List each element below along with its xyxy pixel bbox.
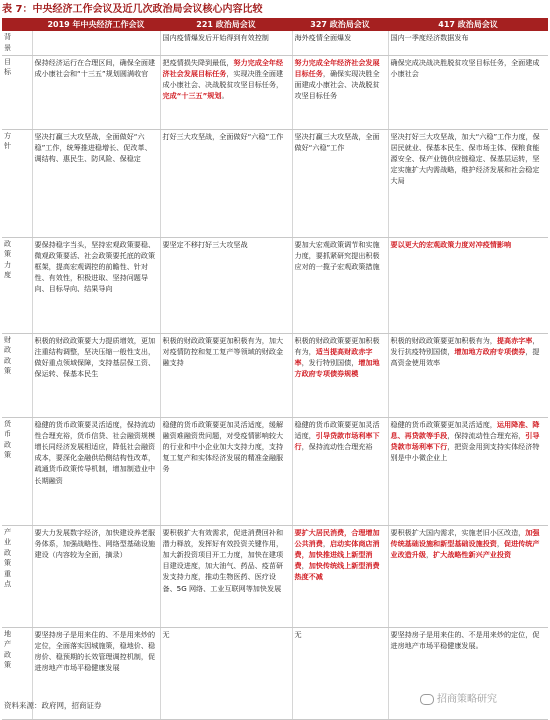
highlight-text: 引导贷款市场利率下行 <box>390 430 540 451</box>
table-row <box>2 31 548 55</box>
highlight-text: 运用降准、降息、再贷款等手段 <box>390 419 540 440</box>
cell-text: ，保持流动性合理充裕， <box>447 430 526 440</box>
cell-politburo-327 <box>292 129 388 237</box>
highlight-text: 增加地方政府专项债券 <box>454 346 526 356</box>
header-politburo-417: 417 政治局会议 <box>388 18 548 31</box>
row-category <box>2 129 32 237</box>
highlight-text: 促进传统产业改造升级 <box>390 538 540 559</box>
cell-politburo-327 <box>292 237 388 333</box>
cell-politburo-221 <box>160 31 292 55</box>
highlight-text: 要扩大居民消费，合理增加公共消费 <box>294 527 380 548</box>
header-politburo-327: 327 政治局会议 <box>292 18 388 31</box>
highlight-text: 努力完成全年经济社会发展目标任务 <box>162 57 284 78</box>
cell-text: 坚决打好三大攻坚战，加大“六稳”工作力度，保居民就业、保基本民生、保市场主体、保粮食能源安全、保产业链供应链稳定、保基层运转，坚定实施扩大内需战略，维护经济发展和社会稳定大局 <box>390 131 540 186</box>
cell-text: 把疫情损失降到最低， <box>162 57 234 67</box>
cell-text: 要坚持房子是用来住的、不是用来炒的定位，促进房地产市场平稳健康发展。 <box>390 629 540 650</box>
cell-politburo-327 <box>292 55 388 129</box>
row-category-label: 政策力度 <box>4 238 12 279</box>
cell-text: 无 <box>294 629 302 639</box>
cell-politburo-327 <box>292 525 388 627</box>
cell-politburo-417 <box>388 31 548 55</box>
wechat-icon <box>420 694 434 705</box>
comparison-table <box>2 18 548 720</box>
cell-text: ，实现决胜全面建成小康社会、决战脱贫攻坚目标任务， <box>162 68 284 89</box>
table-row <box>2 129 548 237</box>
cell-text: 要大力发展数字经济，加快建设养老服务体系，加强战略性、网络型基础设施建设（内容较为全面，摘录） <box>34 527 156 559</box>
table-row <box>2 417 548 525</box>
cell-cewc-2019 <box>32 55 160 129</box>
cell-politburo-221 <box>160 627 292 719</box>
cell-text: ，提高资金使用效率 <box>390 346 540 367</box>
table-row <box>2 525 548 627</box>
cell-politburo-221 <box>160 333 292 417</box>
cell-text: 要保持稳字当头，坚持宏观政策要稳、微观政策要活、社会政策要托底的政策框架，提高宏观调控的前瞻性、针对性、有效性，积极进取、坚持问题导向、目标导向、结果导向 <box>34 239 156 294</box>
cell-text: 要积极扩大有效需求，促进消费回补和潜力释放，发挥好有效投资关键作用，加大新投资项目开工力度，加快在建项目建设进度，加大油气、药品、疫苗研发支持力度，推动生物医药、医疗设备、5G 网络、工业互联网等加快发展 <box>162 527 284 593</box>
cell-politburo-417 <box>388 417 548 525</box>
cell-text: 稳健的货币政策要更加灵活适度， <box>390 419 497 429</box>
row-category-label: 背景 <box>4 32 12 52</box>
cell-text: 积极的财政政策要大力提质增效，更加注重结构调整，坚决压缩一般性支出，做好重点领域保障，支持基层保工资、保运转、保基本民生 <box>34 335 156 379</box>
highlight-text: 完成“十三五”规划 <box>162 91 222 101</box>
watermark-text: 招商策略研究 <box>437 694 497 705</box>
highlight-text: 启动实体商店消费，加快推进线上新型消费 <box>294 538 380 571</box>
cell-politburo-221 <box>160 237 292 333</box>
cell-politburo-417 <box>388 333 548 417</box>
cell-text: 要积极扩大国内需求，实施老旧小区改造， <box>390 527 526 537</box>
table-row <box>2 55 548 129</box>
row-category-label: 财政政策 <box>4 334 12 375</box>
row-category <box>2 333 32 417</box>
header-politburo-221: 221 政治局会议 <box>160 18 292 31</box>
cell-politburo-417 <box>388 237 548 333</box>
highlight-text: 加强传统基础设施和新型基础设施投资 <box>390 527 540 548</box>
cell-text: ， <box>425 549 434 559</box>
table-row <box>2 333 548 417</box>
table-body <box>2 31 548 719</box>
cell-text: ，保持流动性合理充裕 <box>301 441 373 451</box>
table-title: 表 7：中央经济工作会议及近几次政治局会议核心内容比较 <box>2 4 263 15</box>
cell-text: 稳健的货币政策要灵活适度，保持流动性合理充裕，货币信贷、社会融资规模增长同经济发展相适应，降低社会融资成本，要深化金融供给侧结构性改革，疏通货币政策传导机制，增加制造业中长期融资 <box>34 419 156 485</box>
cell-text: ，确保实现决胜全面建成小康社会、决战脱贫攻坚目标任务 <box>294 68 380 101</box>
cell-text: 打好三大攻坚战，全面做好“六稳”工作 <box>162 131 284 141</box>
cell-text: ， <box>322 538 330 548</box>
row-category-label: 地产政策 <box>4 628 12 669</box>
cell-text: 海外疫情全面爆发 <box>294 33 352 42</box>
highlight-text: 加快传统线上新型消费热度不减 <box>294 561 380 582</box>
cell-text: 无 <box>162 629 170 639</box>
cell-cewc-2019 <box>32 129 160 237</box>
cell-politburo-221 <box>160 417 292 525</box>
cell-cewc-2019 <box>32 525 160 627</box>
header-cewc-2019: 2019 年中央经济工作会议 <box>32 18 160 31</box>
cell-text: 坚决打赢三大攻坚战，全面做好“六稳”工作 <box>294 131 380 152</box>
cell-cewc-2019 <box>32 31 160 55</box>
header-category <box>2 18 32 31</box>
table-row <box>2 237 548 333</box>
cell-text: 保持经济运行在合理区间，确保全面建成小康社会和“十三五”规划圆满收官 <box>34 57 156 78</box>
cell-text: 坚决打赢三大攻坚战，全面做好“六稳”工作，统筹推进稳增长、促改革、调结构、惠民生、防风险、保稳定 <box>34 131 152 163</box>
cell-text: 积极的财政政策要更加积极有为，加大对疫情防控和复工复产等领域的财政金融支持 <box>162 335 284 367</box>
cell-politburo-221 <box>160 55 292 129</box>
cell-politburo-417 <box>388 55 548 129</box>
cell-cewc-2019 <box>32 237 160 333</box>
cell-text: 稳健的货币政策要更加灵活适度，缓解融资难融资贵问题，对受疫情影响较大的行业和中小企业加大支持力度，支持复工复产和实体经济发展的精准金融服务 <box>162 419 284 474</box>
header-row <box>2 18 548 31</box>
row-category-label: 货币政策 <box>4 418 12 459</box>
cell-politburo-327 <box>292 627 388 719</box>
cell-text: 确保完成决战决胜脱贫攻坚目标任务，全面建成小康社会 <box>390 57 540 78</box>
highlight-text: 增加地方政府专项债券规模 <box>294 357 380 379</box>
cell-text: 积极的财政政策要更加积极有为， <box>390 335 497 345</box>
cell-text: ，把资金用到支持实体经济特别是中小微企业上 <box>390 441 540 463</box>
cell-politburo-327 <box>292 31 388 55</box>
cell-text: 国内一季度经济数据发布 <box>390 33 469 42</box>
cell-text: ， <box>496 538 504 548</box>
highlight-text: 引导贷款市场利率下行 <box>294 430 380 451</box>
cell-text: 要坚定不移打好三大攻坚战 <box>162 239 248 249</box>
row-category-label: 方针 <box>4 130 12 150</box>
highlight-text: 提高赤字率 <box>496 335 533 345</box>
row-category <box>2 525 32 627</box>
cell-text: ， <box>301 561 309 571</box>
cell-politburo-417 <box>388 129 548 237</box>
highlight-text: 适当提高财政赤字率 <box>294 346 373 367</box>
cell-text: 积极的财政政策要更加积极有为， <box>294 335 380 356</box>
watermark <box>420 690 497 705</box>
row-category-label: 目标 <box>4 56 12 76</box>
cell-text: 要加大宏观政策调节和实施力度，要抓紧研究提出积极应对的一揽子宏观政策措施 <box>294 239 380 271</box>
cell-text: ，发行特别国债， <box>301 357 359 367</box>
cell-text: 稳健的货币政策要更加灵活适度， <box>294 419 380 440</box>
row-category <box>2 55 32 129</box>
cell-text: ，发行抗疫特别国债， <box>390 335 540 356</box>
row-category <box>2 417 32 525</box>
source-footnote: 资料来源：政府网，招商证券 <box>4 701 102 710</box>
cell-text: 。 <box>221 91 229 101</box>
row-category <box>2 31 32 55</box>
cell-cewc-2019 <box>32 417 160 525</box>
highlight-text: 扩大战略性新兴产业投资 <box>433 549 512 559</box>
cell-text: 国内疫情爆发后开始得到有效控制 <box>162 33 269 42</box>
cell-politburo-417 <box>388 525 548 627</box>
highlight-text: 要以更大的宏观政策力度对冲疫情影响 <box>390 239 512 249</box>
cell-politburo-221 <box>160 129 292 237</box>
cell-text: 要坚持房子是用来住的、不是用来炒的定位，全面落实因城施策，稳地价、稳房价、稳预期的长效管理调控机制，促进房地产市场平稳健康发展 <box>34 629 156 673</box>
cell-politburo-221 <box>160 525 292 627</box>
row-category <box>2 237 32 333</box>
cell-cewc-2019 <box>32 333 160 417</box>
cell-politburo-327 <box>292 417 388 525</box>
cell-politburo-327 <box>292 333 388 417</box>
highlight-text: 努力完成全年经济社会发展目标任务 <box>294 57 380 78</box>
row-category-label: 产业政策重点 <box>4 526 12 588</box>
cell-politburo-417 <box>388 627 548 719</box>
